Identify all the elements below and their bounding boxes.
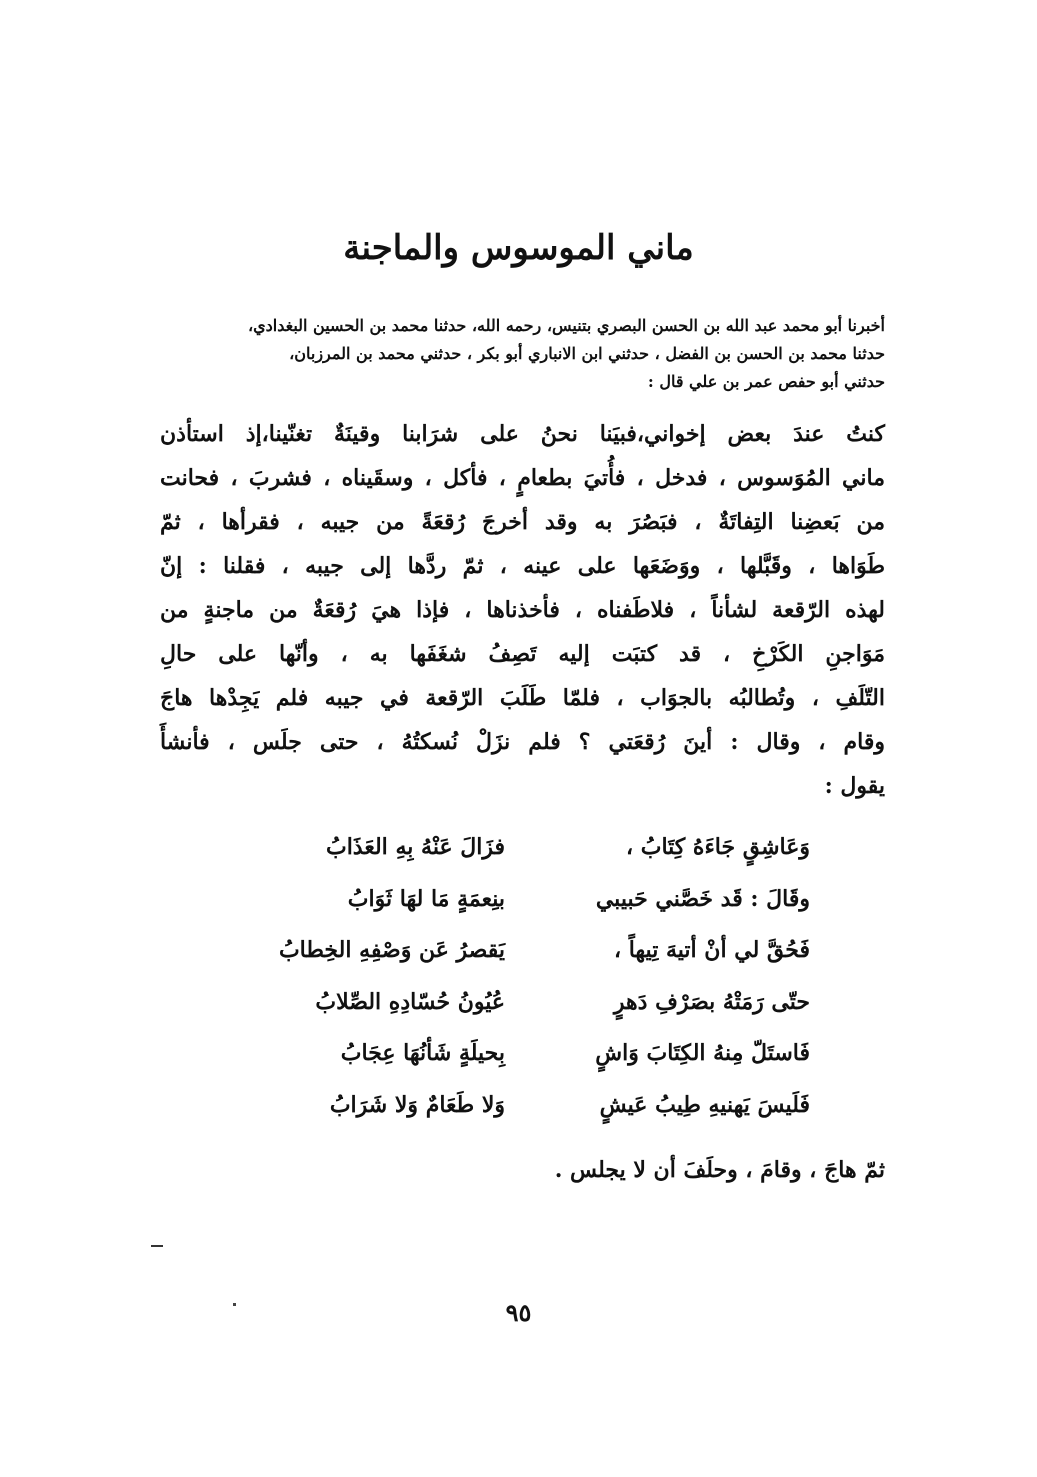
poem-verse [240,925,810,977]
poem [240,822,810,1132]
prose-line: وقام ، وقال : أينَ رُقعَتي ؟ فلم نزَلْ نُسكتُهُ ، حتى جلَس ، فأنشأَ [160,729,885,755]
poem-verse [240,977,810,1029]
verse-second-hemistich: عُيُونُ حُسّادِهِ الصِّلابُ [315,988,505,1015]
poem-verse [240,1028,810,1080]
prose-line: ماني المُوَسوس ، فدخل ، فأُتيَ بطعامٍ ، فأكل ، وسقَيناه ، فشربَ ، فحانت [160,465,885,491]
closing-line: ثمّ هاجَ ، وقامَ ، وحلَفَ أن لا يجلس . [554,1157,885,1183]
poem-verse [240,1080,810,1132]
prose-line: من بَعضِنا التِفاتَةٌ ، فبَصُرَ به وقد أخرجَ رُقعَةً من جيبه ، فقرأها ، ثمّ [160,509,885,535]
verse-first-hemistich: وَعَاشِقٍ جَاءَهُ كِتَابُ ، [625,834,810,860]
page-number: ٩٥ [505,1298,532,1327]
prose-line: لهذه الرّقعة لشأناً ، فلاطَفناه ، فأخذناها ، فإذا هيَ رُقعَةٌ من ماجنةٍ من [160,597,885,623]
prose-line: طَوَاها ، وقَبَّلها ، ووَضَعَها على عينه ، ثمّ ردَّها إلى جيبه ، فقلنا : إنّ [160,553,885,579]
prose-line: التّلَفِ ، وتُطالبُه بالجوَاب ، فلمّا طَلَبَ الرّقعة في جيبه فلم يَجِدْها هاجَ [160,685,885,711]
isnad-line: أخبرنا أبو محمد عبد الله بن الحسن البصري بتنيس، رحمه الله، حدثنا محمد بن الحسين البغدادي، [247,316,885,335]
verse-second-hemistich: بِحيلَةٍ شَأنُهَا عِجَابُ [340,1040,505,1067]
isnad-block [160,312,885,396]
verse-second-hemistich: وَلا طَعَامٌ وَلا شَرَابُ [329,1091,505,1118]
prose-line: كنتُ عندَ بعض إخواني،فبيَنا نحنُ على شرَابنا وقينَةٌ تغنّينا،إذ استأذن [160,421,885,447]
poem-verse [240,822,810,874]
verse-second-hemistich: فزَالَ عَنْهُ بِهِ العَذَابُ [325,834,505,860]
poem-verse [240,874,810,926]
prose-line: يقول : [824,773,885,799]
verse-first-hemistich: حتّى رَمَتْهُ بصَرْفِ دَهرٍ [613,988,810,1015]
isnad-line: حدثنا محمد بن الحسن بن الفضل ، حدثني ابن الانباري أبو بكر ، حدثني محمد بن المرزبان، [289,344,885,363]
verse-first-hemistich: فَحُقَّ لي أنْ أتيهَ تِيهاً ، [613,937,810,964]
prose-paragraph [160,412,885,808]
verse-first-hemistich: فَلَيسَ يَهنيهِ طِيبُ عَيشٍ [599,1091,810,1118]
page-title: ماني الموسوس والماجنة [343,228,694,268]
margin-dash-mark [151,1245,163,1247]
verse-second-hemistich: بنِعمَةٍ مَا لهَا ثَوَابُ [347,885,505,912]
verse-first-hemistich: وقَالَ : قَد خَصَّني حَبيبي [595,885,810,912]
verse-first-hemistich: فَاستَلّ مِنهُ الكِتَابَ وَاشٍ [595,1040,810,1067]
prose-line: مَوَاجنِ الكَرْخِ ، قد كتبَت إليه تَصِفُ شغَفَها به ، وأنّها على حالِ [160,641,885,667]
verse-second-hemistich: يَقصرُ عَن وَصْفِهِ الخِطابُ [278,937,505,964]
isnad-line: حدثني أبو حفص عمر بن علي قال : [647,372,885,391]
